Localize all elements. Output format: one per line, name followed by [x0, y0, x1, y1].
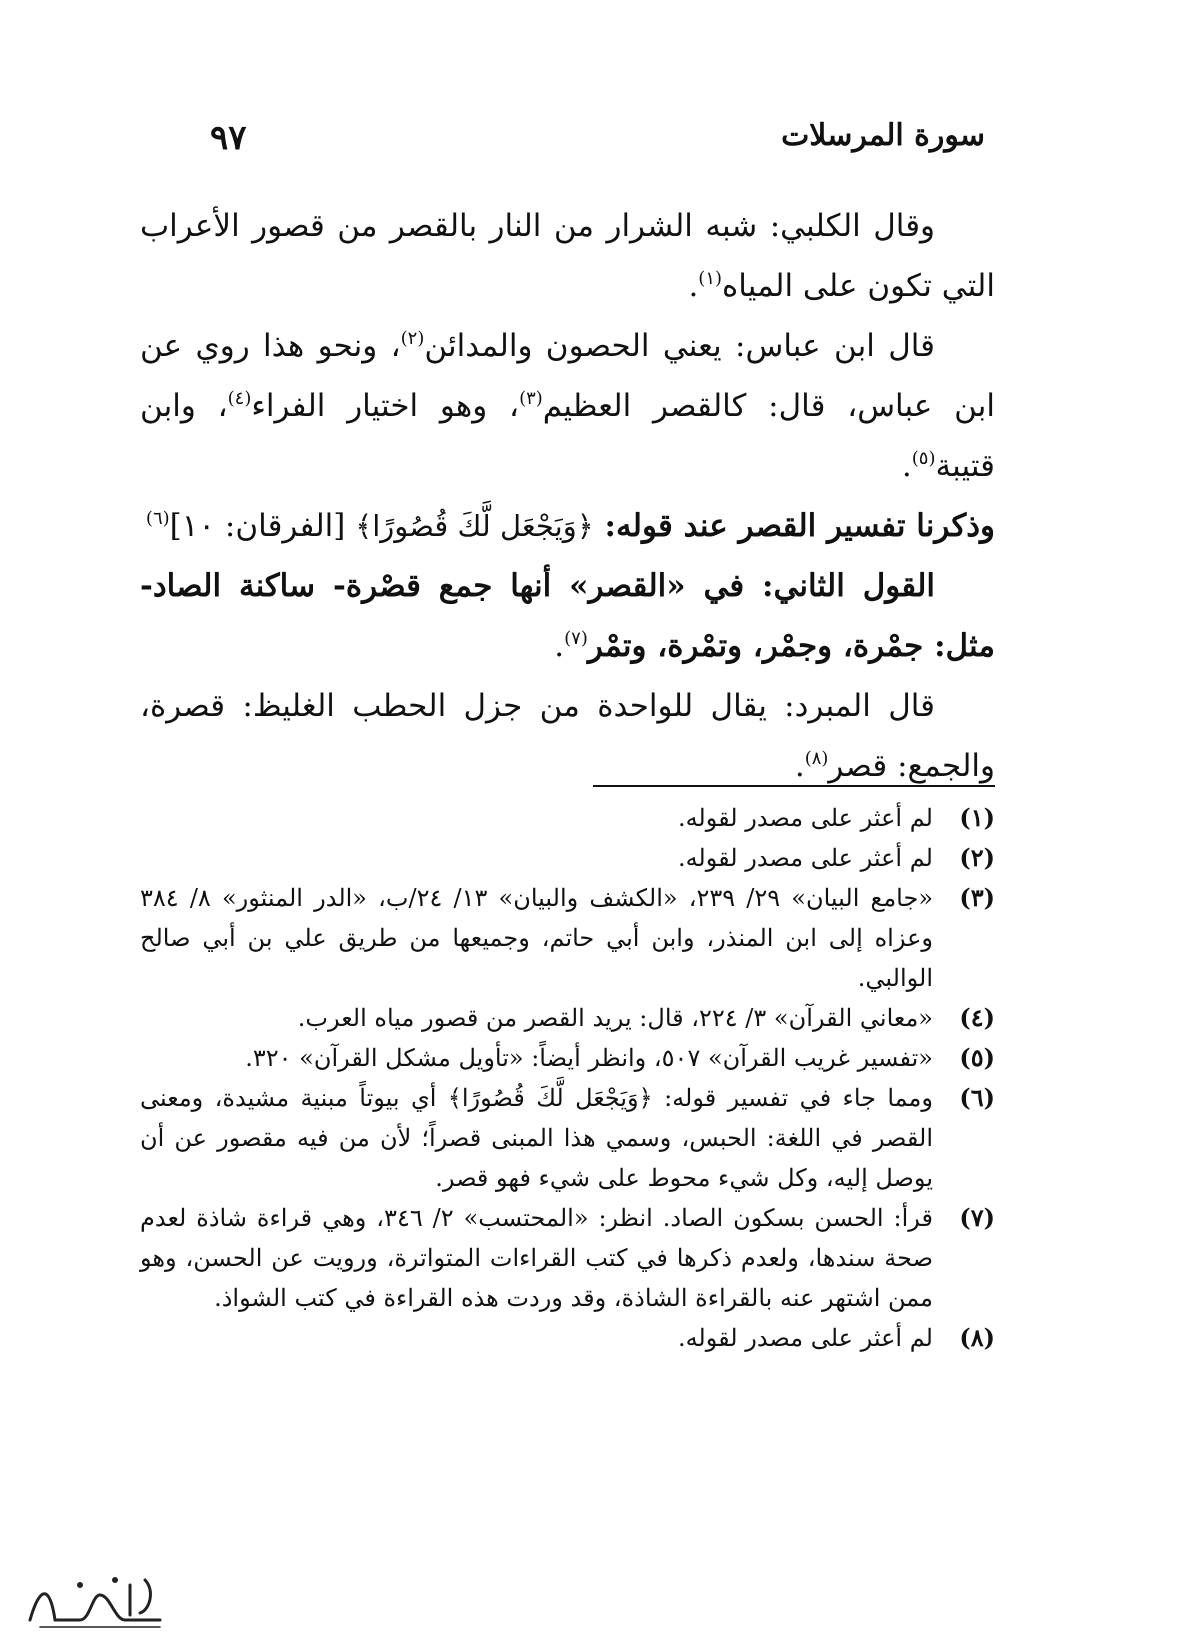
- footnote-number: (٨): [959, 1323, 995, 1352]
- paragraph-text: ، ونحو هذا روي عن ابن عباس، قال: كالقصر العظيم: [140, 328, 995, 424]
- paragraph-1: [140, 196, 995, 316]
- footnote-number: (٢): [959, 843, 995, 872]
- surah-reference: [الفرقان: ١٠]: [169, 508, 356, 544]
- main-text: [140, 196, 995, 796]
- library-stamp-logo: [20, 1565, 170, 1635]
- quran-verse: ﴿وَيَجْعَل لَّكَ قُصُورًا﴾: [355, 509, 594, 543]
- footnote-number: (٥): [959, 1043, 995, 1072]
- paragraph-end: .: [688, 268, 699, 304]
- footnote-item: [140, 878, 995, 998]
- page-number: ٩٧: [210, 118, 247, 158]
- footnote-item: [140, 998, 995, 1038]
- footnote-text: «تفسير غريب القرآن» ٥٠٧، وانظر أيضاً: «تأويل مشكل القرآن» ٣٢٠.: [245, 1044, 933, 1072]
- footnote-text: «جامع البيان» ٢٩/ ٢٣٩، «الكشف والبيان» ١٣/ ٢٤/ب، «الدر المنثور» ٨/ ٣٨٤ وعزاه إلى ابن المنذر، وابن أبي حاتم، وجميعها من طريق علي بن أبي صالح الوالبي.: [140, 884, 934, 992]
- footnote-ref-1: (١): [698, 268, 723, 289]
- footnote-number: (٤): [959, 1003, 995, 1032]
- paragraph-text: قال ابن عباس: يعني الحصون والمدائن: [424, 328, 935, 364]
- footnote-text: قرأ: الحسن بسكون الصاد. انظر: «المحتسب» ٢/ ٣٤٦، وهي قراءة شاذة لعدم صحة سندها، ولعدم ذكرها في كتب القراءات المتواترة، ورويت عن الحسن، وهو ممن اشتهر عنه بالقراءة الشاذة، وقد وردت هذه القراءة في كتب الشواذ.: [140, 1204, 933, 1312]
- footnote-text: لم أعثر على مصدر لقوله.: [677, 1324, 933, 1352]
- paragraph-end: .: [794, 748, 805, 784]
- footnote-text: ومما جاء في تفسير قوله: ﴿وَيَجْعَل لَّكَ قُصُورًا﴾ أي بيوتاً مبنية مشيدة، ومعنى القصر في اللغة: الحبس، وسمي هذا المبنى قصراً؛ لأن من فيه مقصور عن أن يوصل إليه، وكل شيء محوط على شيء فهو قصر.: [140, 1084, 933, 1192]
- footnote-text: لم أعثر على مصدر لقوله.: [677, 804, 933, 832]
- paragraph-text: وقال الكلبي: شبه الشرار من النار بالقصر من قصور الأعراب التي تكون على المياه: [140, 208, 995, 304]
- footnotes: [140, 798, 995, 1358]
- paragraph-2: [140, 316, 995, 556]
- footnote-item: [140, 1198, 995, 1318]
- paragraph-text: ، وهو اختيار الفراء: [251, 388, 520, 424]
- footnote-ref-2: (٢): [400, 328, 425, 349]
- paragraph-text: قال المبرد: يقال للواحدة من جزل الحطب الغليظ: قصرة، والجمع: قصر: [140, 688, 995, 784]
- paragraph-text: ، وابن قتيبة: [140, 388, 995, 484]
- footnote-number: (٣): [959, 883, 995, 912]
- surah-title: سورة المرسلات: [781, 118, 985, 153]
- footnote-number: (١): [959, 803, 995, 832]
- footnote-item: [140, 1038, 995, 1078]
- footnote-item: [140, 1318, 995, 1358]
- paragraph-text: وذكرنا تفسير القصر عند قوله:: [593, 508, 995, 544]
- footnote-text: «معاني القرآن» ٣/ ٢٢٤، قال: يريد القصر من قصور مياه العرب.: [297, 1004, 933, 1032]
- footnote-ref-8: (٨): [804, 748, 829, 769]
- footnote-ref-4: (٤): [227, 388, 252, 409]
- page-header: [210, 118, 985, 168]
- footnote-item: [140, 798, 995, 838]
- footnote-text: لم أعثر على مصدر لقوله.: [677, 844, 933, 872]
- footnote-ref-7: (٧): [564, 628, 588, 649]
- footnote-ref-6: (٦): [145, 508, 170, 529]
- paragraph-text: القول الثاني: في «القصر» أنها جمع قصْرة- ساكنة الصاد- مثل: جمْرة، وجمْر، وتمْرة، وتمْر: [140, 568, 995, 664]
- paragraph-3: [140, 556, 995, 676]
- footnote-item: [140, 838, 995, 878]
- paragraph-4: [140, 676, 995, 796]
- footnote-separator: [593, 785, 995, 787]
- footnote-ref-3: (٣): [519, 388, 543, 409]
- footnote-ref-5: (٥): [911, 448, 936, 469]
- footnote-item: [140, 1078, 995, 1198]
- paragraph-end: .: [554, 628, 565, 664]
- footnote-number: (٧): [959, 1203, 995, 1232]
- paragraph-end: .: [901, 448, 912, 484]
- footnote-number: (٦): [959, 1083, 995, 1112]
